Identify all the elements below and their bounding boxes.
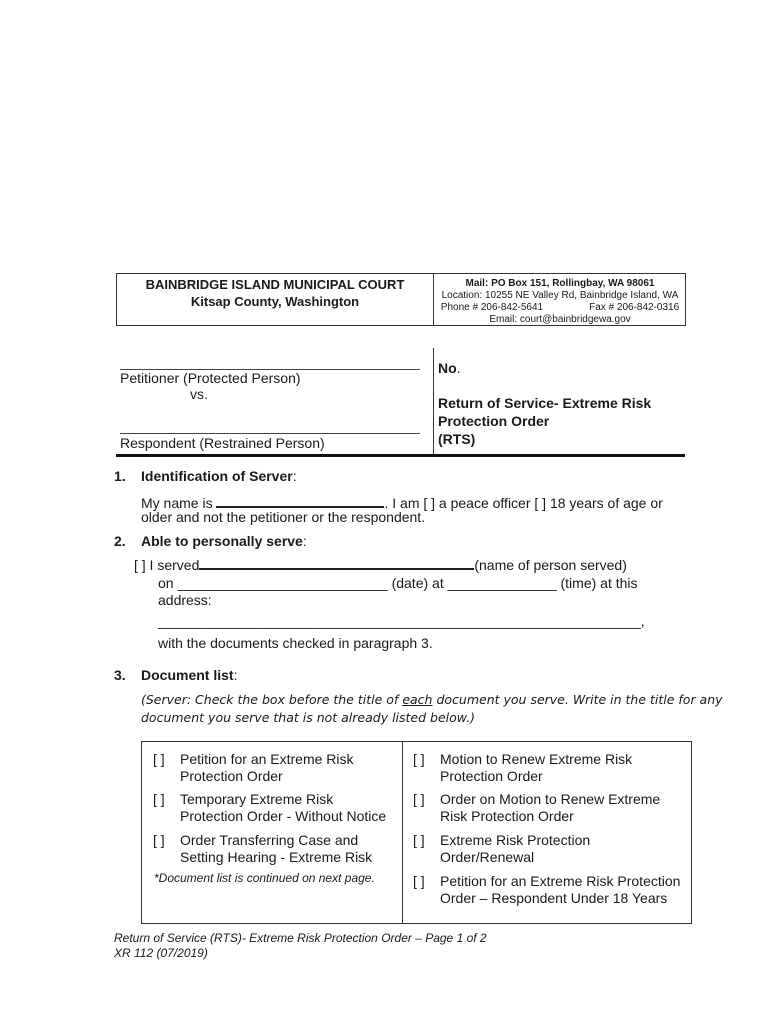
court-fax: Fax # 206-842-0316 <box>589 302 680 313</box>
doc-item-label: Petition for an Extreme Risk Protection Order – Respondent Under 18 Years <box>440 873 681 906</box>
address-field-line[interactable]: ______________________________________________________________, <box>158 613 645 629</box>
court-location: Location: 10255 NE Valley Rd, Bainbridge Island, WA <box>441 290 679 301</box>
page-footer-title: Return of Service (RTS)- Extreme Risk Protection Order – Page 1 of 2 <box>114 931 487 945</box>
checkbox[interactable]: [ ] <box>413 873 425 889</box>
checkbox[interactable]: [ ] <box>413 832 425 848</box>
checkbox[interactable]: [ ] <box>153 751 165 767</box>
court-phone: Phone # 206-842-5641 <box>440 302 544 313</box>
section1-number: 1. <box>114 468 126 484</box>
court-mail: Mail: PO Box 151, Rollingbay, WA 98061 <box>465 278 655 289</box>
form-title-line2: Protection Order <box>438 413 550 429</box>
service-date-time-line: on ___________________________ (date) at ______________ (time) at this <box>158 575 638 591</box>
documents-reference-text: with the documents checked in paragraph 3. <box>158 635 433 651</box>
doc-item-label: Order on Motion to Renew Extreme Risk Protection Order <box>440 791 661 824</box>
checkbox[interactable]: [ ] <box>413 751 425 767</box>
checkbox[interactable]: [ ] <box>153 791 165 807</box>
court-email: Email: court@bainbridgewa.gov <box>489 314 631 325</box>
checkbox[interactable]: [ ] <box>413 791 425 807</box>
petitioner-label: Petitioner (Protected Person) <box>120 370 301 386</box>
doc-item-label: Order Transferring Case and Setting Hearing - Extreme Risk <box>180 832 373 865</box>
doc-item-label: Temporary Extreme Risk Protection Order - Without Notice <box>180 791 387 824</box>
court-phone-fax <box>434 302 686 314</box>
server-name-line: My name is . I am [ ] a peace officer [ ] 18 years of age or <box>141 492 663 512</box>
doc-item-label: Motion to Renew Extreme Risk Protection Order <box>440 751 633 784</box>
versus-label: vs. <box>190 386 208 402</box>
server-name-field[interactable] <box>216 492 384 508</box>
section2-number: 2. <box>114 533 126 549</box>
section3-number: 3. <box>114 667 126 683</box>
address-label: address: <box>158 592 212 608</box>
form-title-line1: Return of Service- Extreme Risk <box>438 395 652 411</box>
section3-title: Document list: <box>141 667 238 683</box>
document-list-continued-note: *Document list is continued on next page. <box>154 871 375 885</box>
section2-title: Able to personally serve: <box>141 533 307 549</box>
court-name: BAINBRIDGE ISLAND MUNICIPAL COURT <box>145 277 405 292</box>
served-person-line: [ ] I served (name of person served) <box>134 554 627 574</box>
document-table-divider <box>402 741 403 924</box>
server-instructions-line2: document you serve that is not already listed below.) <box>141 710 476 725</box>
section1-title: Identification of Server: <box>141 468 297 484</box>
caption-divider <box>433 348 434 455</box>
page-footer-form-number: XR 112 (07/2019) <box>114 946 208 960</box>
doc-item-label: Extreme Risk Protection Order/Renewal <box>440 832 591 865</box>
server-eligibility-text: older and not the petitioner or the respondent. <box>141 509 426 525</box>
caption-bottom-rule <box>116 454 685 457</box>
court-county: Kitsap County, Washington <box>190 294 360 309</box>
case-number-label: No. <box>438 360 461 376</box>
form-code: (RTS) <box>438 431 476 447</box>
respondent-name-line[interactable] <box>120 433 420 434</box>
doc-item-label: Petition for an Extreme Risk Protection Order <box>180 751 354 784</box>
respondent-label: Respondent (Restrained Person) <box>120 435 325 451</box>
served-person-field[interactable] <box>199 554 474 570</box>
checkbox[interactable]: [ ] <box>153 832 165 848</box>
server-instructions-line1: (Server: Check the box before the title of each document you serve. Write in the title for any <box>141 692 723 707</box>
